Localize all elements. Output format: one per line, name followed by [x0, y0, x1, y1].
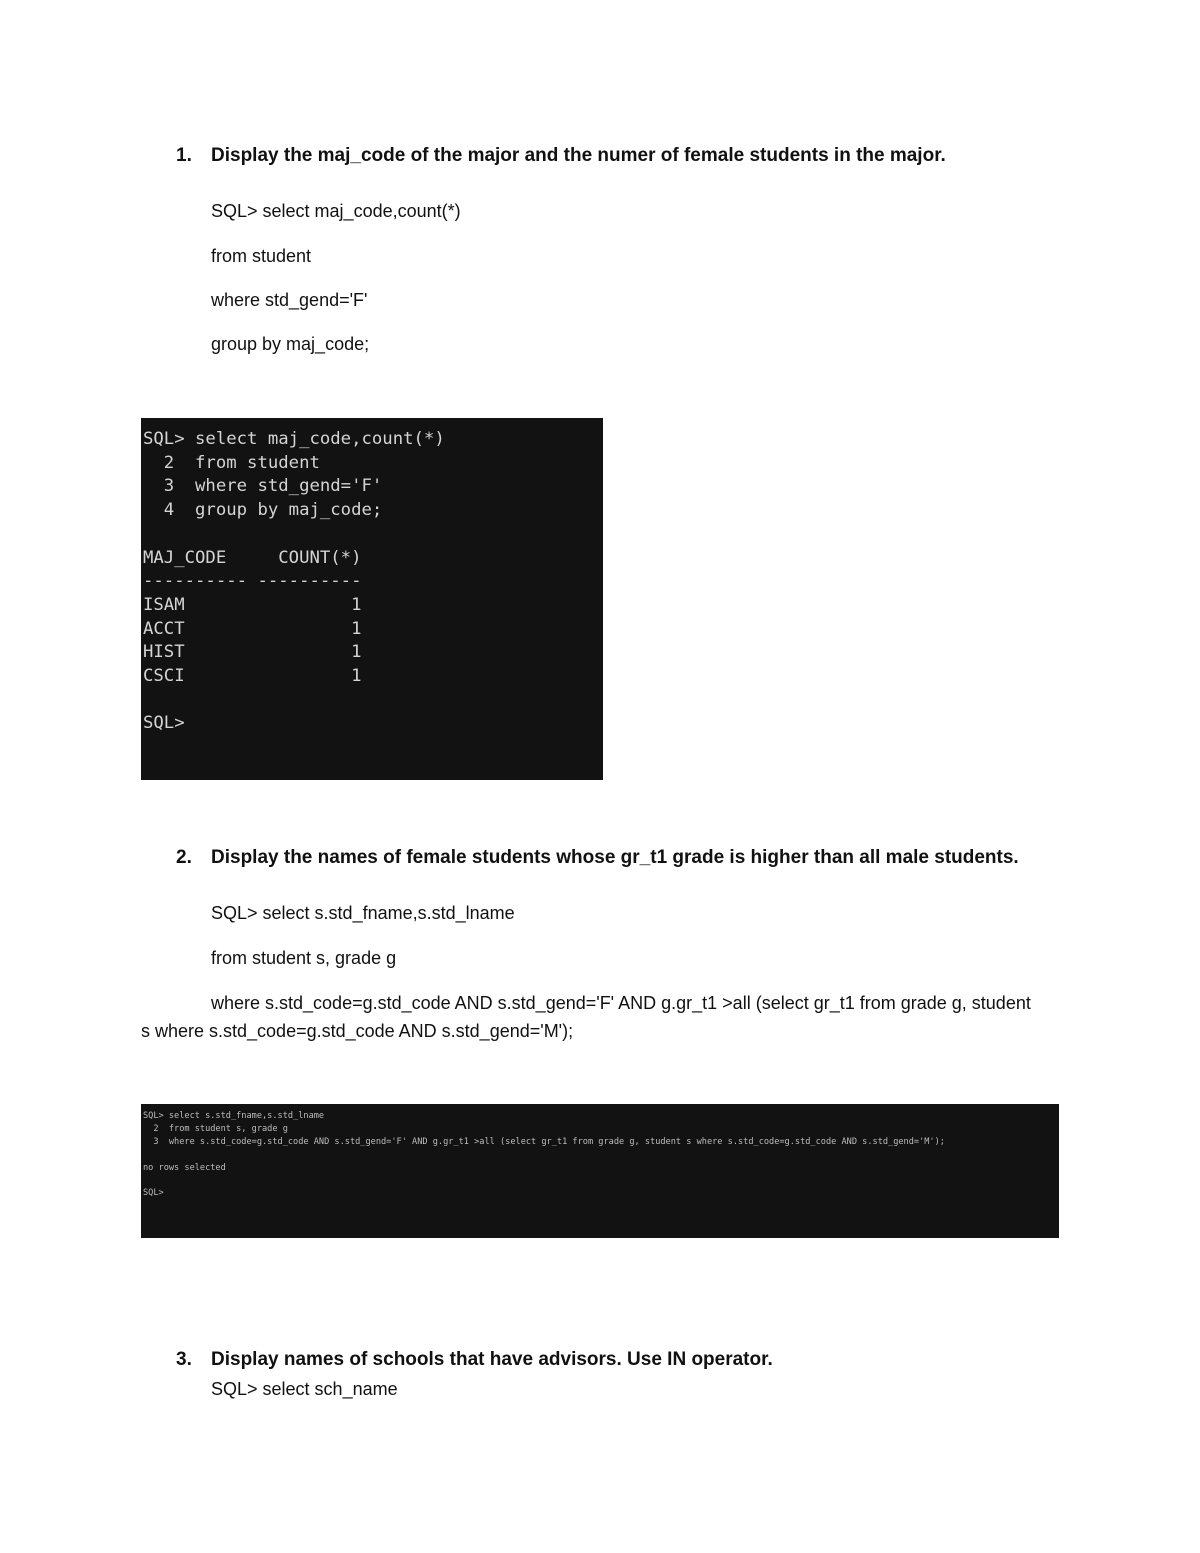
terminal-blank-line	[143, 1175, 1059, 1188]
q1-sql-line-2: from student	[211, 246, 312, 266]
terminal-line: SQL> select maj_code,count(*)	[143, 429, 445, 449]
terminal-line: ISAM 1	[143, 594, 362, 615]
q2-sql-line-2: from student s, grade g	[211, 948, 397, 968]
q3-sql-line-1: SQL> select sch_name	[211, 1379, 398, 1399]
q2-sql-where-clause: where s.std_code=g.std_code AND s.std_gend='F' AND g.gr_t1 >all (select gr_t1 from grade g, student s where s.std_code=g.std_code AND s.std_gend='M');	[141, 993, 1031, 1041]
terminal-line: MAJ_CODE COUNT(*)	[143, 547, 362, 568]
terminal-line: ACCT 1	[143, 618, 362, 639]
terminal-line: SQL>	[143, 1188, 164, 1199]
terminal-line: SQL>	[143, 713, 185, 734]
terminal-line: 2 from student s, grade g	[143, 1123, 288, 1134]
q1-sql-line-1: SQL> select maj_code,count(*)	[211, 201, 461, 221]
terminal-line: 3 where s.std_code=g.std_code AND s.std_gend='F' AND g.gr_t1 >all (select gr_t1 from grade g, student s where s.std_code=g.std_code AND s.std_gend='M');	[143, 1136, 945, 1147]
question-2-heading: Display the names of female students whose gr_t1 grade is higher than all male students.	[211, 847, 1019, 868]
question-1-number: 1.	[176, 145, 192, 166]
question-1-heading: Display the maj_code of the major and the numer of female students in the major.	[211, 145, 946, 166]
q1-sql-line-4: group by maj_code;	[211, 334, 370, 354]
q1-sql-line-3: where std_gend='F'	[211, 290, 368, 310]
terminal-line: 4 group by maj_code;	[143, 500, 383, 521]
terminal-blank-line	[143, 689, 603, 713]
question-3-number: 3.	[176, 1349, 192, 1370]
terminal-line: no rows selected	[143, 1162, 226, 1173]
question-2-number: 2.	[176, 847, 192, 868]
q2-sql-line-1: SQL> select s.std_fname,s.std_lname	[211, 903, 515, 923]
terminal-line: CSCI 1	[143, 666, 362, 687]
terminal-line: 2 from student	[143, 452, 320, 473]
q2-terminal-screenshot	[141, 1104, 1059, 1238]
terminal-line: ---------- ----------	[143, 571, 362, 592]
terminal-blank-line	[143, 1149, 1059, 1162]
terminal-line: 3 where std_gend='F'	[143, 476, 383, 497]
terminal-line: HIST 1	[143, 642, 362, 663]
terminal-blank-line	[143, 523, 603, 547]
terminal-line: SQL> select s.std_fname,s.std_lname	[143, 1111, 325, 1121]
question-3-heading: Display names of schools that have advisors. Use IN operator.	[211, 1349, 773, 1370]
q1-terminal-screenshot	[141, 418, 603, 780]
